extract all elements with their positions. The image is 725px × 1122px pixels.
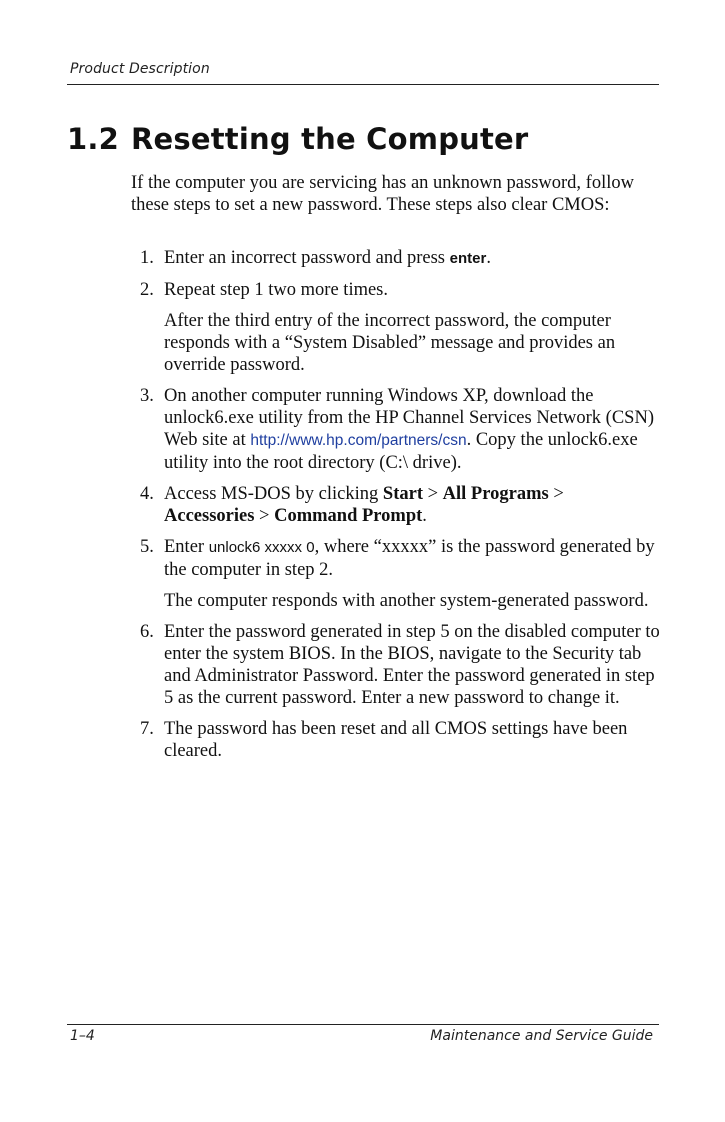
- step-marker: 6.: [140, 622, 154, 642]
- menu-command-prompt: Command Prompt: [274, 506, 423, 526]
- step-3: [140, 385, 660, 474]
- menu-all-programs: All Programs: [442, 484, 549, 504]
- step-2: [140, 279, 660, 376]
- step-text-part: , where “xxxxx” is the password generated by the computer in step 2.: [164, 537, 655, 580]
- step-text: Repeat step 1 two more times.: [164, 280, 389, 300]
- menu-separator: >: [254, 506, 275, 526]
- step-5: [140, 536, 660, 612]
- step-marker: 5.: [140, 537, 154, 557]
- step-text-part: .: [422, 506, 427, 526]
- step-text: The password has been reset and all CMOS settings have been cleared.: [164, 719, 628, 761]
- step-4: [140, 483, 660, 527]
- step-text: [164, 536, 660, 581]
- csn-link[interactable]: http://www.hp.com/partners/csn: [250, 432, 467, 449]
- step-followup: After the third entry of the incorrect password, the computer responds with a “System Disabled” message and provides an override password.: [164, 311, 616, 375]
- step-6: [140, 621, 660, 709]
- step-marker: 1.: [140, 248, 154, 268]
- step-marker: 7.: [140, 719, 154, 739]
- unlock-command: unlock6 xxxxx 0: [208, 539, 315, 556]
- step-1: [140, 247, 660, 270]
- running-header: Product Description: [70, 61, 210, 77]
- step-text-part: Access MS-DOS by clicking: [164, 484, 383, 504]
- running-footer: Maintenance and Service Guide: [430, 1028, 653, 1044]
- page-number: 1–4: [70, 1028, 95, 1044]
- intro-paragraph: If the computer you are servicing has an unknown password, follow these steps to set a new password. These steps also clear CMOS:: [131, 173, 634, 215]
- step-text-part: Enter an incorrect password and press: [164, 248, 450, 268]
- section-title: Resetting the Computer: [131, 122, 529, 156]
- key-enter: enter: [449, 250, 487, 267]
- step-text-part: .: [486, 248, 491, 268]
- step-text-part: Enter: [164, 537, 209, 557]
- step-text-part: On another computer running Windows XP, download the unlock6.exe utility from the HP Channel Services Network (CSN) Web site at: [164, 386, 654, 450]
- section-number: 1.2: [67, 122, 119, 156]
- step-text: Enter the password generated in step 5 on the disabled computer to enter the system BIOS. In the BIOS, navigate to the Security tab and Administrator Password. Enter the password generated in step 5 as the current password. Enter a new password to change it.: [164, 622, 660, 708]
- step-text-part: . Copy the unlock6.exe utility into the root directory (C:\ drive).: [164, 430, 638, 473]
- menu-accessories: Accessories: [164, 506, 255, 526]
- footer-divider: [67, 1024, 659, 1025]
- header-divider: [67, 84, 659, 85]
- step-text: [164, 385, 660, 474]
- step-followup: The computer responds with another system-generated password.: [164, 591, 649, 611]
- step-text: [164, 483, 660, 527]
- menu-separator: >: [422, 484, 443, 504]
- menu-start: Start: [382, 484, 423, 504]
- section-heading: [67, 122, 528, 156]
- menu-separator: >: [548, 484, 564, 504]
- step-text: [164, 247, 660, 270]
- step-marker: 3.: [140, 386, 154, 406]
- step-marker: 2.: [140, 280, 154, 300]
- step-7: [140, 718, 660, 762]
- step-marker: 4.: [140, 484, 154, 504]
- steps-list: [140, 247, 660, 771]
